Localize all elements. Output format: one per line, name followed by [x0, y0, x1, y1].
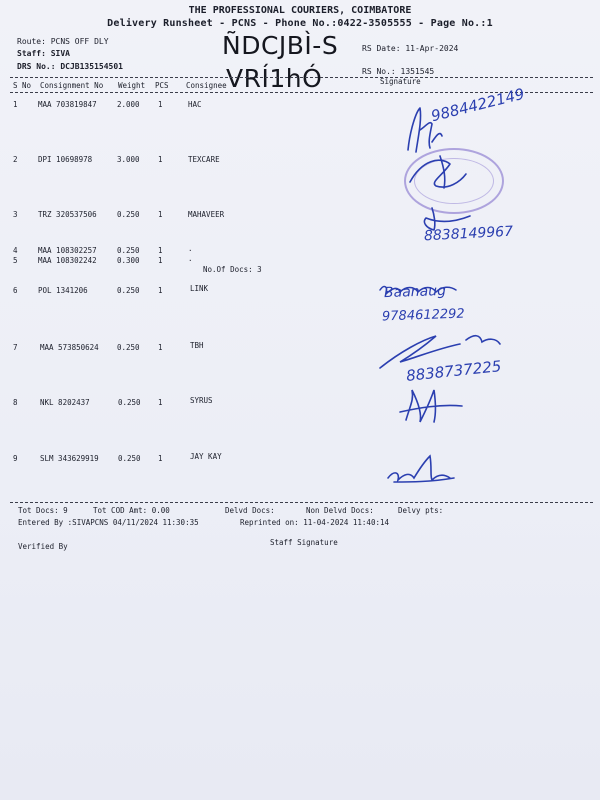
row-consignee: LINK — [190, 284, 209, 293]
row-consignee: HAC — [188, 100, 202, 109]
row-sno: 2 — [13, 155, 18, 164]
barcode-text-line2: VRÍ1hÓ — [226, 64, 323, 93]
col-consignment: Consignment No — [40, 81, 104, 90]
row-pcs: 1 — [158, 398, 163, 407]
company-title: THE PROFESSIONAL COURIERS, COIMBATORE — [188, 5, 412, 16]
row-consignment: MAA 108302257 — [38, 246, 97, 255]
row-sno: 4 — [13, 246, 18, 255]
delivery-points: Delvy pts: — [398, 506, 444, 515]
non-delivered-docs: Non Delvd Docs: — [306, 506, 374, 515]
row-consignment: SLM 343629919 — [40, 454, 99, 463]
verified-by: Verified By — [18, 542, 68, 551]
row-weight: 0.250 — [117, 343, 140, 352]
row-weight: 0.250 — [118, 398, 141, 407]
row-consignment: TRZ 320537506 — [38, 210, 97, 219]
footer-top-rule — [10, 502, 593, 503]
staff-label: Staff: SIVA — [17, 49, 70, 58]
barcode-text-line1: ÑDCJBÌ-S — [222, 31, 339, 60]
row-consignment: MAA 573850624 — [40, 343, 99, 352]
col-pcs: PCS — [155, 81, 169, 90]
row-weight: 0.250 — [118, 454, 141, 463]
handwritten-phone-row7: 8838737225 — [405, 357, 503, 385]
handwritten-phone-row3: 8838149967 — [423, 223, 514, 245]
row-consignment: NKL 8202437 — [40, 398, 90, 407]
row-consignee: . — [188, 254, 193, 263]
row-pcs: 1 — [158, 343, 163, 352]
row-weight: 0.250 — [117, 286, 140, 295]
row-consignee: . — [188, 244, 193, 253]
rs-date: RS Date: 11-Apr-2024 — [362, 44, 459, 53]
reprinted-on: Reprinted on: 11-04-2024 11:40:14 — [240, 518, 390, 527]
row-consignment: POL 1341206 — [38, 286, 88, 295]
row-consignee: TBH — [190, 341, 204, 350]
row-consignee: JAY KAY — [190, 452, 222, 461]
row-pcs: 1 — [158, 454, 163, 463]
delivered-docs: Delvd Docs: — [225, 506, 275, 515]
row-sno: 7 — [13, 343, 18, 352]
row-pcs: 1 — [158, 246, 163, 255]
row-weight: 2.000 — [117, 100, 140, 109]
row-pcs: 1 — [158, 155, 163, 164]
total-cod-amount: Tot COD Amt: 0.00 — [93, 506, 170, 515]
handwritten-phone-row6: 9784612292 — [381, 306, 465, 325]
row-sno: 9 — [13, 454, 18, 463]
row-consignee: TEXCARE — [188, 155, 220, 164]
col-consignee: Consignee — [186, 81, 227, 90]
row-consignee: SYRUS — [190, 396, 213, 405]
row-weight: 3.000 — [117, 155, 140, 164]
row-pcs: 1 — [158, 256, 163, 265]
row-weight: 0.250 — [117, 246, 140, 255]
total-docs: Tot Docs: 9 — [18, 506, 68, 515]
handwritten-name-row6: Baanaug — [383, 282, 447, 302]
row-weight: 0.250 — [117, 210, 140, 219]
row-consignment: DPI 10698978 — [38, 155, 93, 164]
col-sno: S No — [13, 81, 32, 90]
group-doc-count: No.Of Docs: 3 — [203, 265, 262, 274]
row-pcs: 1 — [158, 286, 163, 295]
drs-number: DRS No.: DCJB135154501 — [17, 62, 123, 71]
row-pcs: 1 — [158, 100, 163, 109]
row-consignee: MAHAVEER — [188, 210, 225, 219]
entered-by: Entered By :SIVAPCNS 04/11/2024 11:30:35 — [18, 518, 199, 527]
row-sno: 1 — [13, 100, 18, 109]
staff-signature-label: Staff Signature — [270, 538, 338, 547]
row-sno: 8 — [13, 398, 18, 407]
runsheet-subtitle: Delivery Runsheet - PCNS - Phone No.:0422-3505555 - Page No.:1 — [107, 18, 493, 29]
handwritten-phone-row1: 9884422149 — [429, 84, 527, 126]
col-weight: Weight — [118, 81, 146, 90]
row-sno: 3 — [13, 210, 18, 219]
row-pcs: 1 — [158, 210, 163, 219]
row-sno: 5 — [13, 256, 18, 265]
header-top-rule — [10, 77, 593, 78]
route-label: Route: PCNS OFF DLY — [17, 37, 109, 46]
col-signature: Signature — [380, 77, 421, 86]
row-weight: 0.300 — [117, 256, 140, 265]
rs-number: RS No.: 1351545 — [362, 67, 435, 76]
row-sno: 6 — [13, 286, 18, 295]
row-consignment: MAA 703819847 — [38, 100, 97, 109]
row-consignment: MAA 108302242 — [38, 256, 97, 265]
